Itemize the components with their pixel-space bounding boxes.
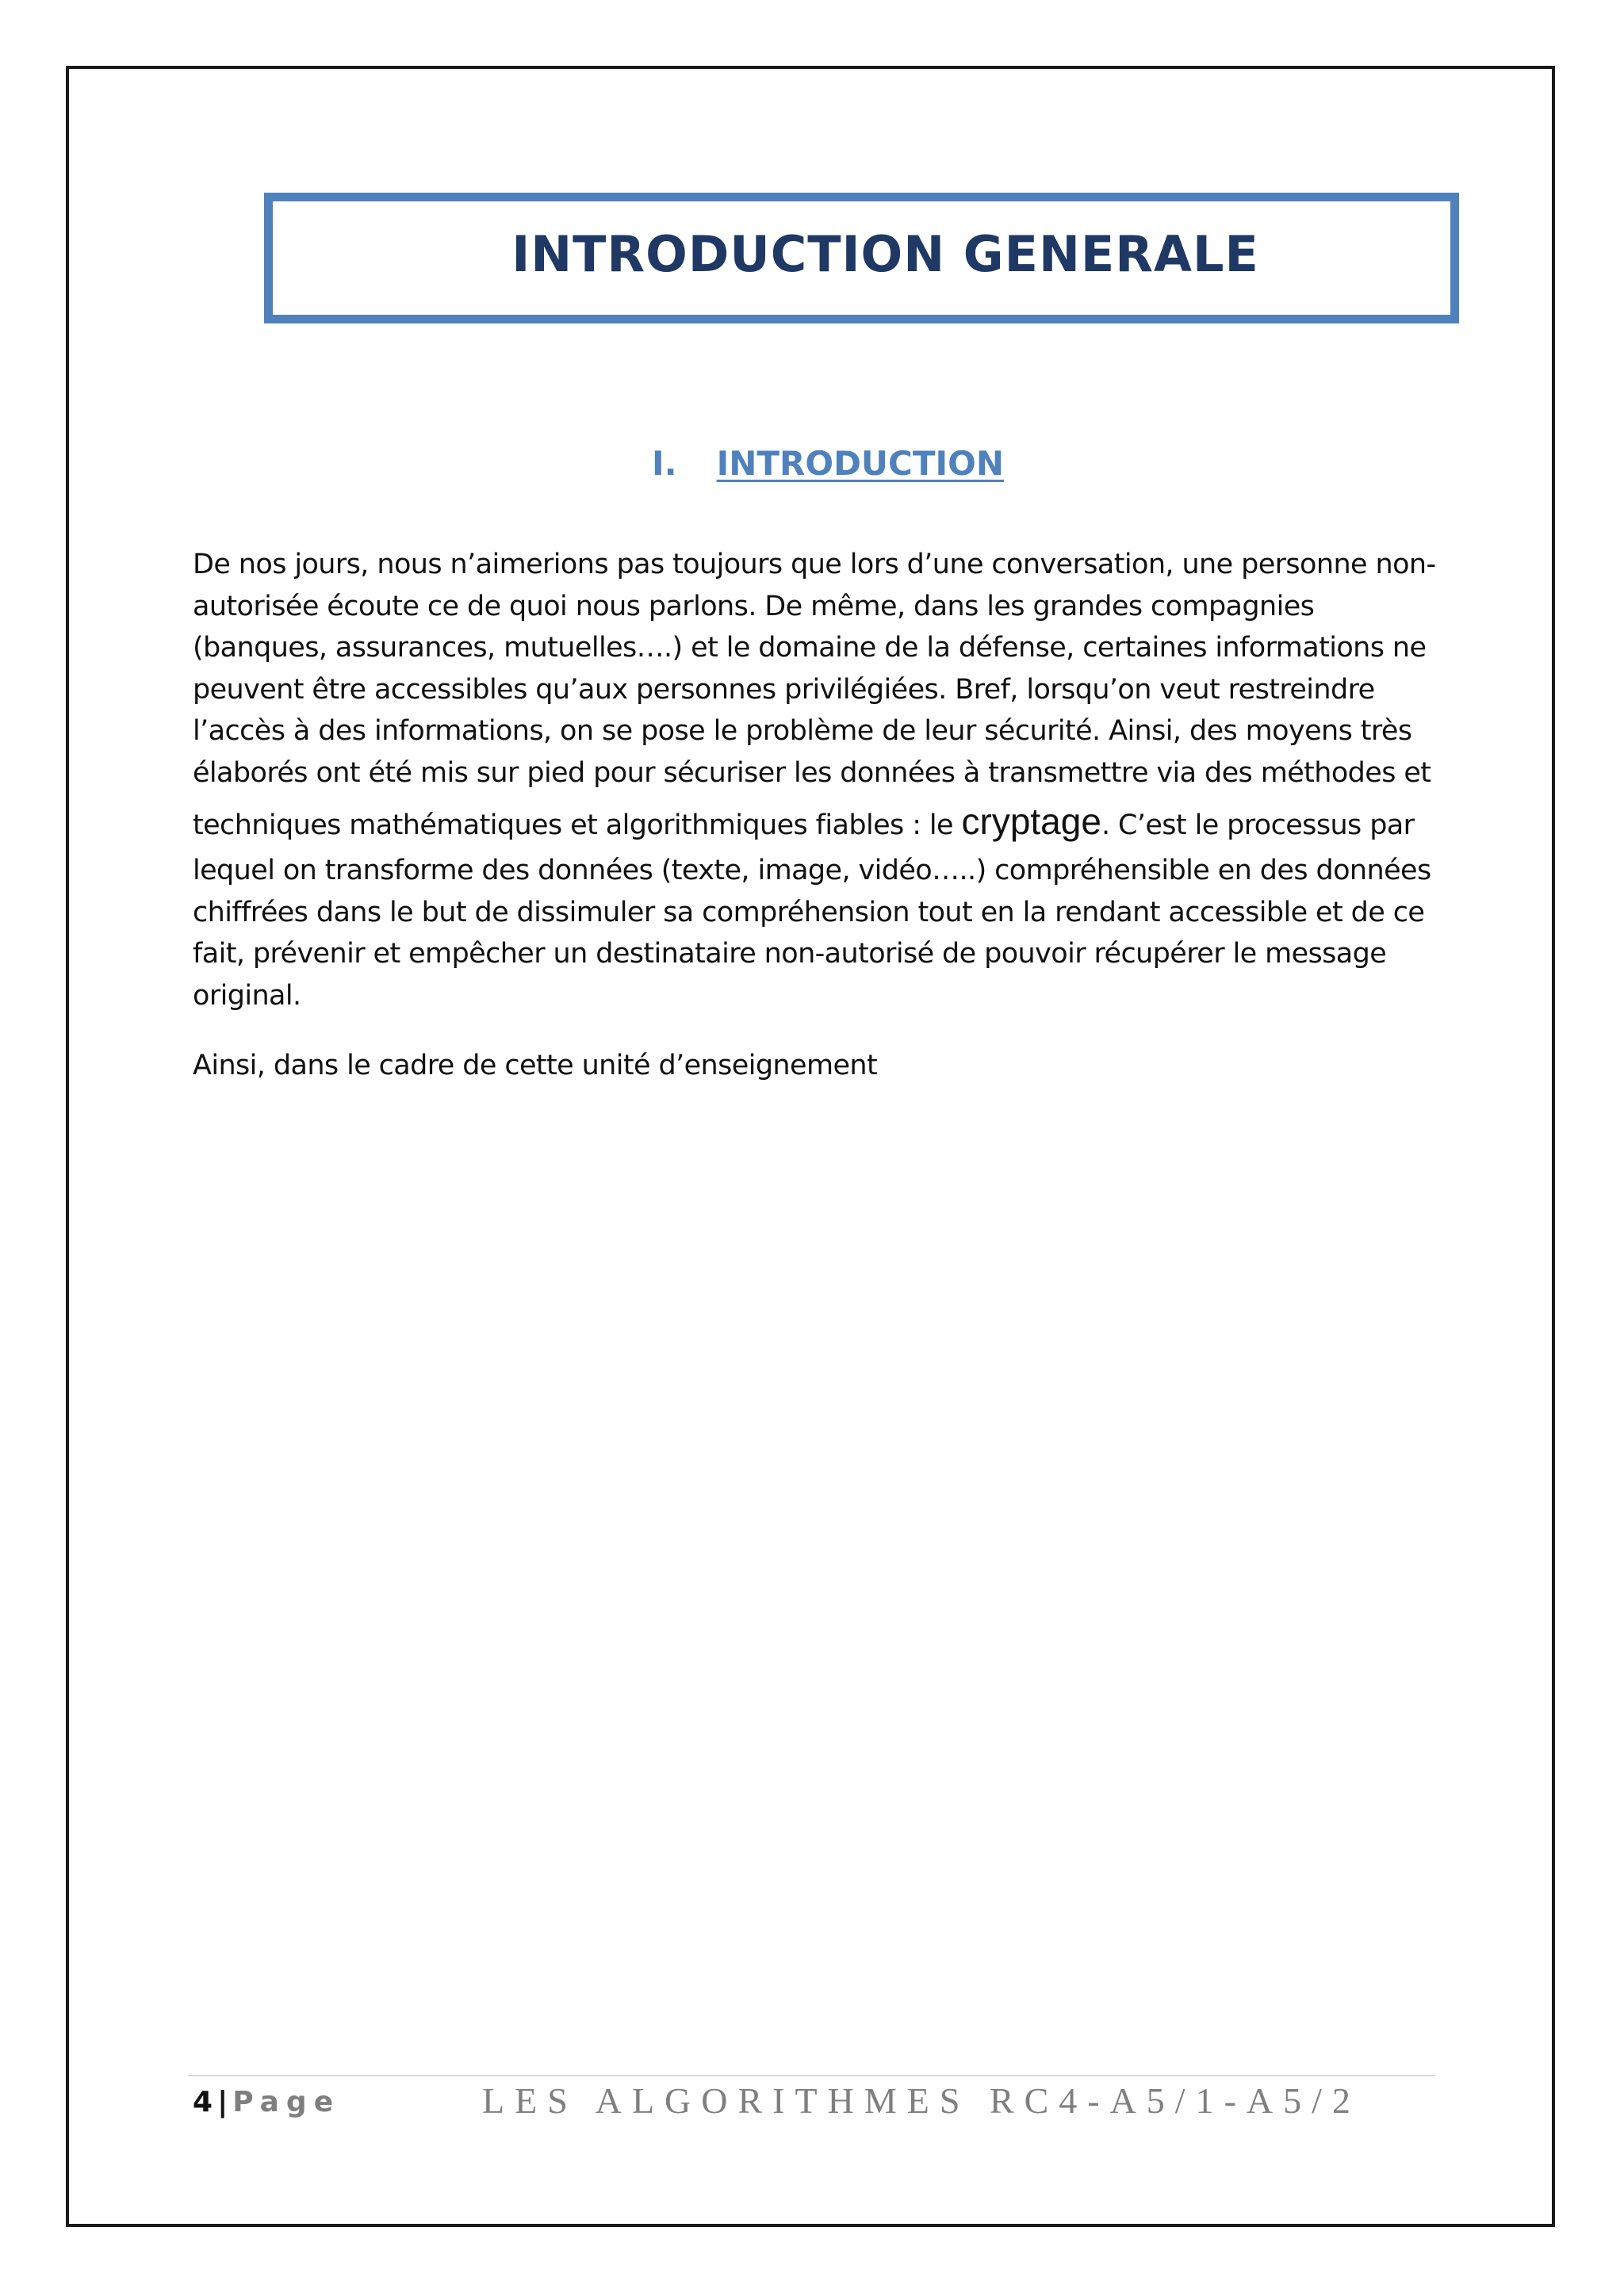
title-box <box>264 193 1459 323</box>
page-separator: | <box>217 2086 228 2118</box>
paragraph-line: Ainsi, dans le cadre de cette unité d’enseignement <box>193 1050 878 1081</box>
page-border <box>66 66 1555 2227</box>
paragraph-line: (banques, assurances, mutuelles….) et le domaine de la défense, certaines informations ne <box>193 632 1427 664</box>
section-title: INTRODUCTION <box>716 444 1004 483</box>
paragraph-line: élaborés ont été mis sur pied pour sécuriser les données à transmettre via des méthodes et <box>193 756 1431 789</box>
footer-document-title: LES ALGORITHMES RC4-A5/1-A5/2 <box>482 2080 1361 2121</box>
keyword-cryptage: cryptage <box>961 801 1101 842</box>
paragraph-line: De nos jours, nous n’aimerions pas toujours que lors d’une conversation, une personne non- <box>193 549 1436 580</box>
paragraph-line: peuvent être accessibles qu’aux personnes privilégiées. Bref, lorsqu’on veut restreindre <box>193 673 1375 706</box>
paragraph-line: chiffrées dans le but de dissimuler sa compréhension tout en la rendant accessible et de ce <box>193 896 1425 928</box>
section-number: I. <box>652 444 677 483</box>
page-number: 4 <box>193 2086 213 2118</box>
second-paragraph <box>193 1045 1430 1087</box>
intro-paragraph <box>193 544 1436 1016</box>
paragraph-line-with-keyword <box>193 797 1430 850</box>
page-word: Page <box>232 2086 341 2118</box>
paragraph-line: l’accès à des informations, on se pose le problème de leur sécurité. Ainsi, des moyens très <box>193 715 1412 747</box>
paragraph-line: original. <box>193 979 301 1012</box>
line-text-after: . C’est le processus par <box>1101 809 1415 841</box>
page-number-label <box>193 2083 340 2122</box>
paragraph-line: lequel on transforme des données (texte, image, vidéo…..) compréhensible en des données <box>193 855 1431 886</box>
footer-divider <box>188 2075 1435 2076</box>
paragraph-line: autorisée écoute ce de quoi nous parlons. De même, dans les grandes compagnies <box>193 590 1315 622</box>
line-text-before: techniques mathématiques et algorithmiques fiables : le <box>193 809 962 841</box>
section-heading <box>0 440 1624 488</box>
paragraph-line: fait, prévenir et empêcher un destinataire non-autorisé de pouvoir récupérer le message <box>193 938 1387 970</box>
page-title: INTRODUCTION GENERALE <box>511 225 1259 283</box>
